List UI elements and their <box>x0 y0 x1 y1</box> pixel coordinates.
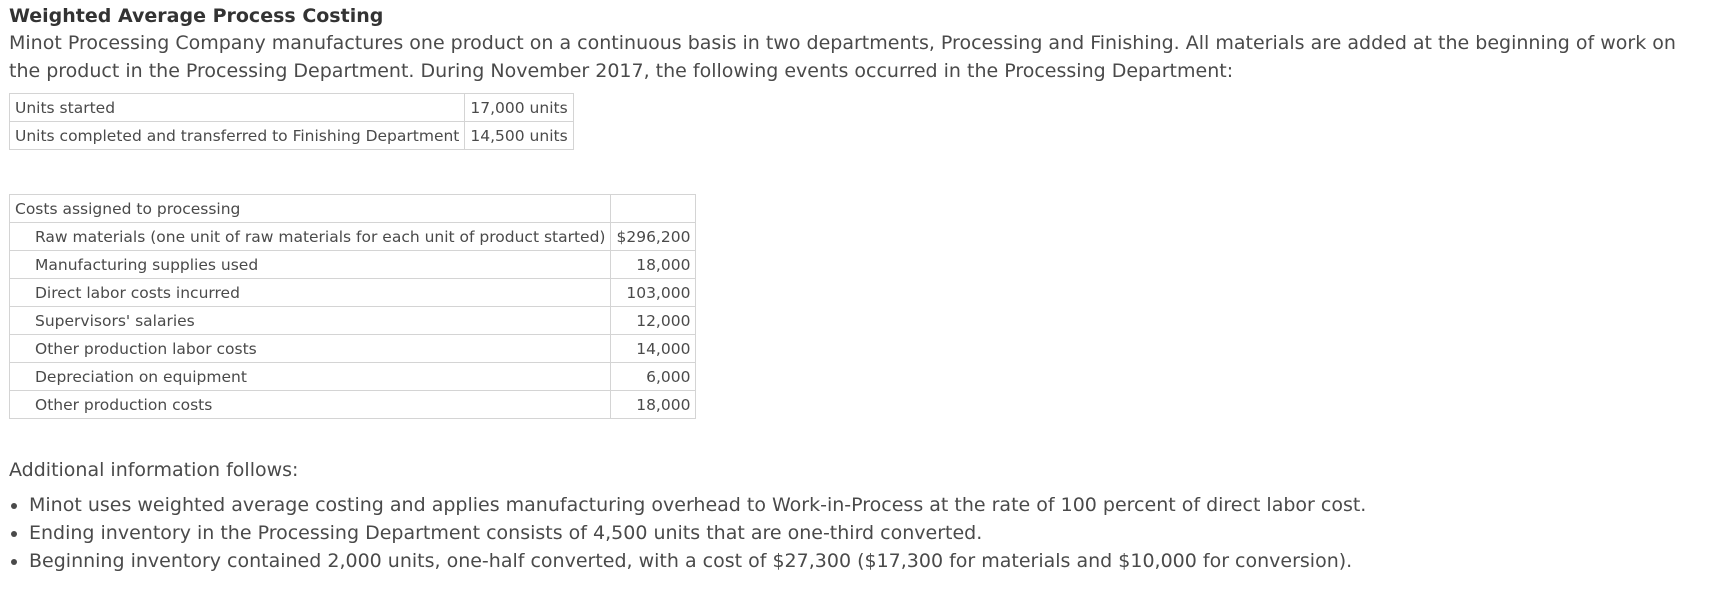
table-row <box>10 223 696 251</box>
list-item: • Ending inventory in the Processing Department consists of 4,500 units that are one-third converted. <box>29 519 1709 547</box>
table-row <box>10 363 696 391</box>
units-table <box>9 93 574 150</box>
units-value: 17,000 units <box>465 94 573 122</box>
document-title: Weighted Average Process Costing <box>9 5 384 27</box>
additional-heading: Additional information follows: <box>9 459 299 481</box>
units-label: Units started <box>10 94 465 122</box>
table-row <box>10 335 696 363</box>
cost-label: Raw materials (one unit of raw materials for each unit of product started) <box>10 223 611 251</box>
intro-paragraph: Minot Processing Company manufactures one product on a continuous basis in two departments, Processing and Finishing. All materials are added at the beginning of work on the product in the Processing Department. During November 2017, the following events occurred in the Processing Department: <box>9 32 1676 82</box>
units-value: 14,500 units <box>465 122 573 150</box>
cost-label: Supervisors' salaries <box>10 307 611 335</box>
table-row <box>10 94 574 122</box>
table-header-row <box>10 195 696 223</box>
additional-info-list <box>9 491 1709 575</box>
cost-value: 18,000 <box>611 251 696 279</box>
document <box>9 0 1709 575</box>
cost-value: 14,000 <box>611 335 696 363</box>
list-item: • Minot uses weighted average costing and applies manufacturing overhead to Work-in-Process at the rate of 100 percent of direct labor cost. <box>29 491 1709 519</box>
cost-value: 18,000 <box>611 391 696 419</box>
units-label: Units completed and transferred to Finishing Department <box>10 122 465 150</box>
cost-label: Other production costs <box>10 391 611 419</box>
costs-table <box>9 194 696 419</box>
cost-label: Direct labor costs incurred <box>10 279 611 307</box>
table-row <box>10 391 696 419</box>
cost-label: Other production labor costs <box>10 335 611 363</box>
cost-value: 12,000 <box>611 307 696 335</box>
cost-label: Manufacturing supplies used <box>10 251 611 279</box>
cost-value: 6,000 <box>611 363 696 391</box>
cost-value: $296,200 <box>611 223 696 251</box>
table-row <box>10 279 696 307</box>
costs-header: Costs assigned to processing <box>10 195 611 223</box>
table-row <box>10 251 696 279</box>
cost-value: 103,000 <box>611 279 696 307</box>
list-item: • Beginning inventory contained 2,000 units, one-half converted, with a cost of $27,300 ($17,300 for materials and $10,000 for conversion). <box>29 547 1709 575</box>
cost-label: Depreciation on equipment <box>10 363 611 391</box>
costs-header-empty <box>611 195 696 223</box>
table-row <box>10 122 574 150</box>
table-row <box>10 307 696 335</box>
